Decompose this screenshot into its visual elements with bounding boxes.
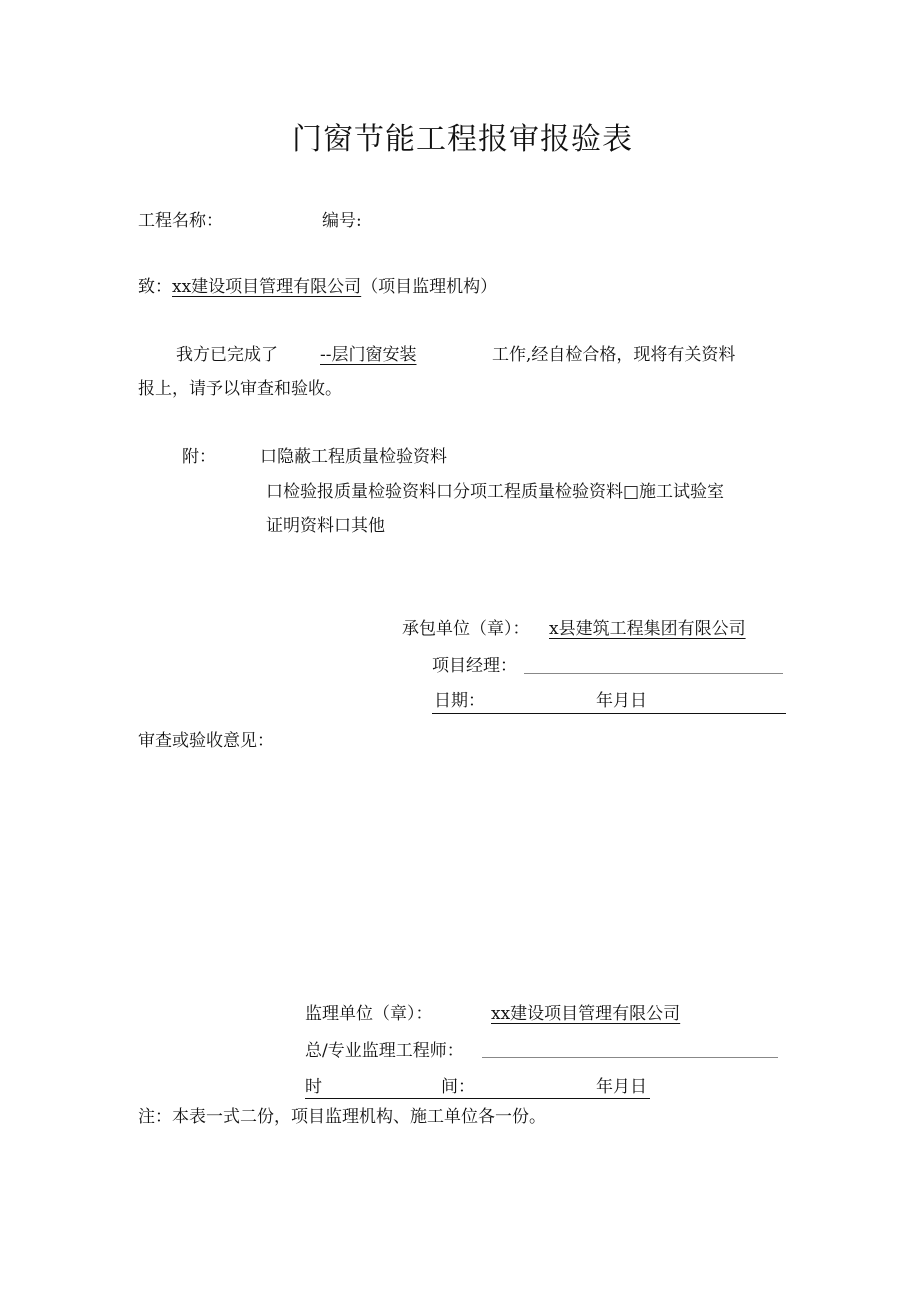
recipient-line [138,276,497,298]
attachment-line-1: 口隐蔽工程质量检验资料 [260,447,447,467]
recipient-company: xx建设项目管理有限公司 [172,277,362,297]
supervising-engineer-signature-line [482,1057,778,1058]
time-label-2: 间： [441,1077,475,1097]
attachments-label: 附： [182,447,216,467]
review-opinion-label: 审查或验收意见： [138,731,274,751]
time-line [305,1098,650,1099]
contractor-name: x县建筑工程集团有限公司 [549,619,746,639]
supervising-engineer-label: 总/专业监理工程师： [305,1041,464,1061]
para-line2: 报上，请予以审查和验收。 [138,379,342,399]
para-mid: 工作,经自检合格，现将有关资料 [492,345,736,365]
project-manager-label: 项目经理： [432,656,517,676]
attachment-line-2: 口检验报质量检验资料口分项工程质量检验资料□施工试验室 [266,482,725,502]
contractor-date-ymd: 年月日 [596,691,647,711]
footnote: 注：本表一式二份，项目监理机构、施工单位各一份。 [138,1107,546,1127]
supervisor-name: xx建设项目管理有限公司 [491,1004,681,1024]
time-label-1: 时 [305,1077,322,1097]
project-manager-signature-line [524,673,783,674]
para-start: 我方已完成了 [176,345,278,365]
attachment-line-3: 证明资料口其他 [266,516,385,536]
time-ymd: 年月日 [596,1077,647,1097]
page-title: 门窗节能工程报审报验表 [292,122,633,157]
contractor-date-label: 日期： [434,691,485,711]
recipient-suffix: （项目监理机构） [361,277,498,297]
supervisor-label: 监理单位（章）： [305,1004,433,1024]
project-name-label: 工程名称： [138,211,223,231]
number-label: 编号: [322,211,362,231]
contractor-label: 承包单位（章）： [402,619,530,639]
work-item: --层门窗安装 [320,345,417,365]
contractor-date-line [432,713,786,714]
recipient-prefix: 致： [138,277,172,297]
